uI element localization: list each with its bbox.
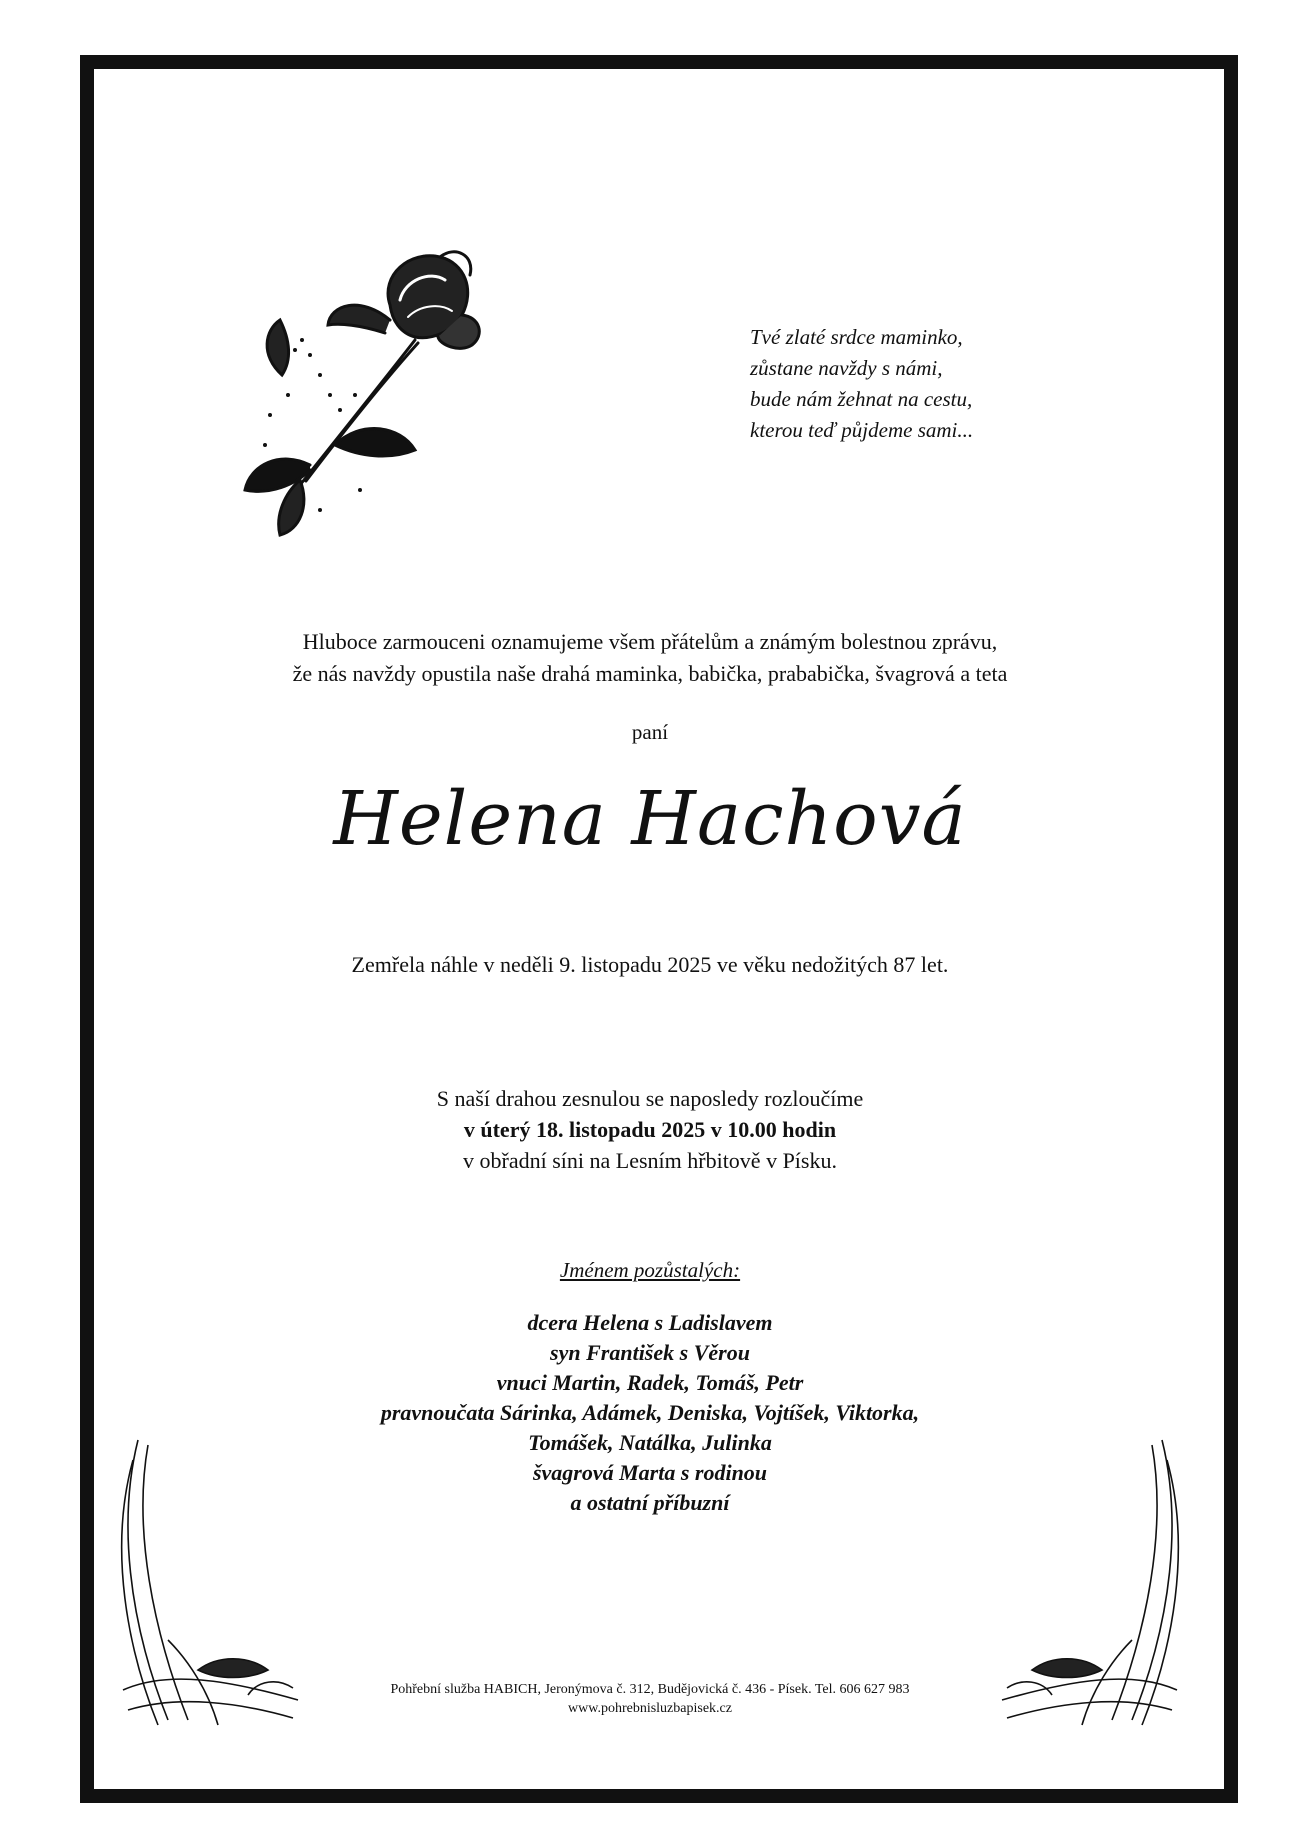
honorific-title: paní [631, 720, 669, 744]
announcement-line: že nás navždy opustila naše drahá maminka, babička, prababička, švagrová a teta [292, 661, 1008, 686]
poem-line: zůstane navždy s námi, [750, 356, 943, 380]
poem [750, 322, 973, 446]
mourner-line: dcera Helena s Ladislavem [527, 1310, 773, 1335]
mourner-line: pravnoučata Sárinka, Adámek, Deniska, Vojtíšek, Viktorka, [380, 1400, 920, 1425]
farewell-line: S naší drahou zesnulou se naposledy rozloučíme [436, 1086, 864, 1111]
announcement-text [0, 626, 1300, 690]
deceased-name: Helena Hachová [333, 776, 967, 862]
poem-line: kterou teď půjdeme sami... [750, 418, 974, 442]
funeral-date-time: v úterý 18. listopadu 2025 v 10.00 hodin [463, 1117, 837, 1142]
footer [0, 1680, 1300, 1718]
funeral-service-address: Pohřební služba HABICH, Jeronýmova č. 312, Budějovická č. 436 - Písek. Tel. 606 627 983 [390, 1682, 910, 1697]
mourner-line: švagrová Marta s rodinou [532, 1460, 768, 1485]
announcement-line: Hluboce zarmouceni oznamujeme všem přátelům a známým bolestnou zprávu, [302, 629, 998, 654]
mourner-line: vnuci Martin, Radek, Tomáš, Petr [496, 1370, 804, 1395]
mourner-line: a ostatní příbuzní [570, 1490, 730, 1515]
poem-line: Tvé zlaté srdce maminko, [750, 325, 963, 349]
funeral-details [0, 1083, 1300, 1176]
death-notice: Zemřela náhle v neděli 9. listopadu 2025 ve věku nedožitých 87 let. [351, 952, 949, 977]
mourner-line: Tomášek, Natálka, Julinka [528, 1430, 772, 1455]
mourners-heading: Jménem pozůstalých: [559, 1258, 741, 1282]
rose-icon [240, 245, 500, 545]
poem-line: bude nám žehnat na cestu, [750, 387, 973, 411]
mourner-line: syn František s Věrou [550, 1340, 750, 1365]
funeral-location: v obřadní síni na Lesním hřbitově v Písku. [463, 1148, 837, 1173]
website-link[interactable]: www.pohrebnisluzbapisek.cz [568, 1701, 732, 1716]
